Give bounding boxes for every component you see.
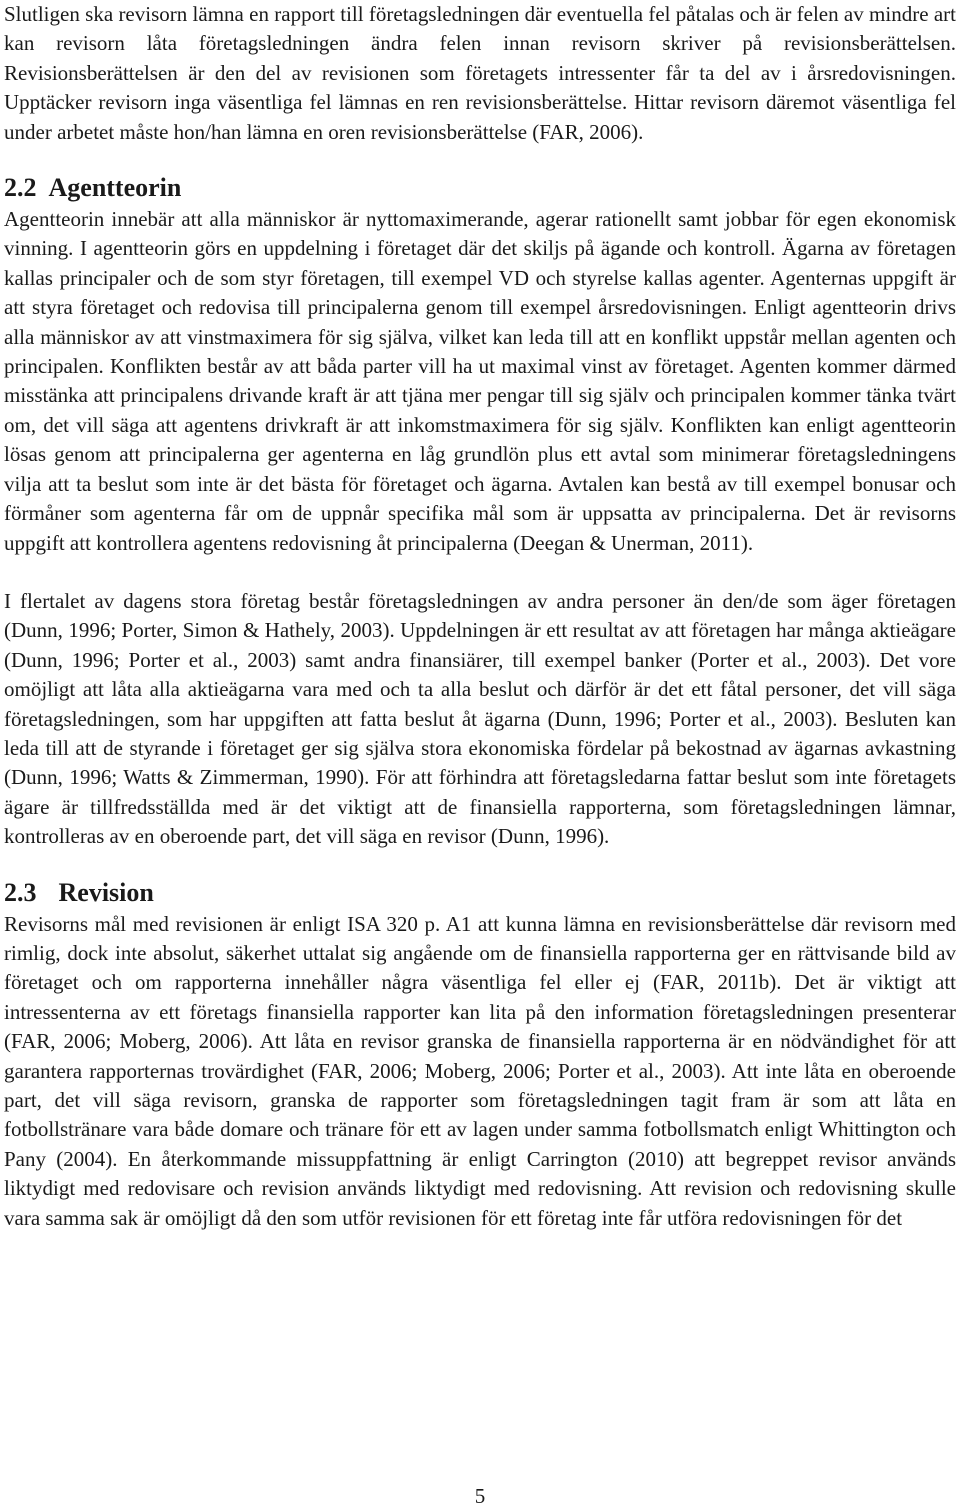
page-number: 5 [474,1484,486,1508]
section-title: Revision [58,877,154,907]
agentteorin-paragraph-1: Agentteorin innebär att alla människor är nyttomaximerande, agerar rationellt samt jobbar för egen ekonomisk vinning. I agentteorin görs en uppdelning i företaget där det skiljs på ägande och kontroll. Ägarna av företagen kallas principaler och de som styr företagen, till exempel VD och styrelse kallas agenter. Agenternas uppgift är att styra företaget och redovisa till principalerna genom till exempel årsredovisningen. Enligt agentteorin drivs alla människor av att vinstmaximera för sig själva, vilket kan leda till att en konflikt uppstår mellan agenten och principalen. Konflikten består av att båda parter vill ha ut maximal vinst av företaget. Agenten kommer därmed misstänka att principalens drivande kraft är att tjäna mer pengar till sig själv och principalen kommer tänka tvärt om, det vill säga att agentens drivkraft är att inkomstmaximera för sig själv. Konflikten kan enligt agentteorin lösas genom att principalerna ger agenterna en låg grundlön plus ett avtal som minimerar företagsledningens vilja att ta beslut som inte är det bästa för företaget och ägarna. Avtalen kan bestå av till exempel bonusar och förmåner som agenterna får om de uppnår specifika mål som är uppsatta av principalerna. Det är revisorns uppgift att kontrollera agentens redovisning åt principalerna (Deegan & Unerman, 2011). [4,207,956,555]
section-heading-revision [4,878,956,908]
section-number: 2.2 [4,173,37,203]
section-number: 2.3 [4,877,37,907]
section-heading-agentteorin [4,173,956,203]
section-title: Agentteorin [48,173,182,203]
revision-paragraph-1: Revisorns mål med revisionen är enligt ISA 320 p. A1 att kunna lämna en revisionsberättelse där revisorn med rimlig, dock inte absolut, säkerhet uttalat sig angående om de finansiella rapporterna ger en rättvisande bild av företaget och om rapporterna innehåller några väsentliga fel eller ej (FAR, 2011b). Det är viktigt att intressenterna av ett företags finansiella rapporter kan lita på den information företagsledningen presenterar (FAR, 2006; Moberg, 2006). Att låta en revisor granska de finansiella rapporterna är en nödvändighet för att garantera rapporternas trovärdighet (FAR, 2006; Moberg, 2006; Porter et al., 2003). Att inte låta en oberoende part, det vill säga revisorn, granska de rapporter som företagsledningen tagit fram är som att låta en fotbollstränare vara både domare och tränare för ett av lagen under samma fotbollsmatch enligt Whittington och Pany (2004). En återkommande missuppfattning är enligt Carrington (2010) att begreppet revisor används liktydigt med redovisare och revision används liktydigt med redovisning. Att revision och redovisning skulle vara samma sak är omöjligt då den som utför revisionen för ett företag inte får utföra redovisningen för det [4,911,956,1230]
intro-paragraph: Slutligen ska revisorn lämna en rapport till företagsledningen där eventuella fel påtalas och är felen av mindre art kan revisorn låta företagsledningen ändra felen innan revisorn skriver på revisionsberättelsen. Revisionsberättelsen är den del av revisionen som företagets intressenter får ta del av i årsredovisningen. Upptäcker revisorn inga väsentliga fel lämnas en ren revisionsberättelse. Hittar revisorn däremot väsentliga fel under arbetet måste hon/han lämna en oren revisionsberättelse (FAR, 2006). [4,2,956,144]
agentteorin-paragraph-2: I flertalet av dagens stora företag består företagsledningen av andra personer än den/de som äger företagen (Dunn, 1996; Porter, Simon & Hathely, 2003). Uppdelningen är ett resultat av att företagen har många aktieägare (Dunn, 1996; Porter et al., 2003) samt andra finansiärer, till exempel banker (Porter et al., 2003). Det vore omöjligt att låta alla aktieägarna vara med och ta alla beslut och därför är det ett fåtal personer, det vill säga företagsledningen, som har uppgiften att fatta beslut åt ägarna (Dunn, 1996; Porter et al., 2003). Besluten kan leda till att de styrande i företaget ger sig själva stora ekonomiska fördelar på bekostnad av ägarnas avkastning (Dunn, 1996; Watts & Zimmerman, 1990). För att förhindra att företagsledarna fattar beslut som inte företagets ägare är tillfredsställda med är det viktigt att de finansiella rapporterna, som företagsledningen lämnar, kontrolleras av en oberoende part, det vill säga en revisor (Dunn, 1996). [4,588,956,849]
document-page [4,0,956,1233]
